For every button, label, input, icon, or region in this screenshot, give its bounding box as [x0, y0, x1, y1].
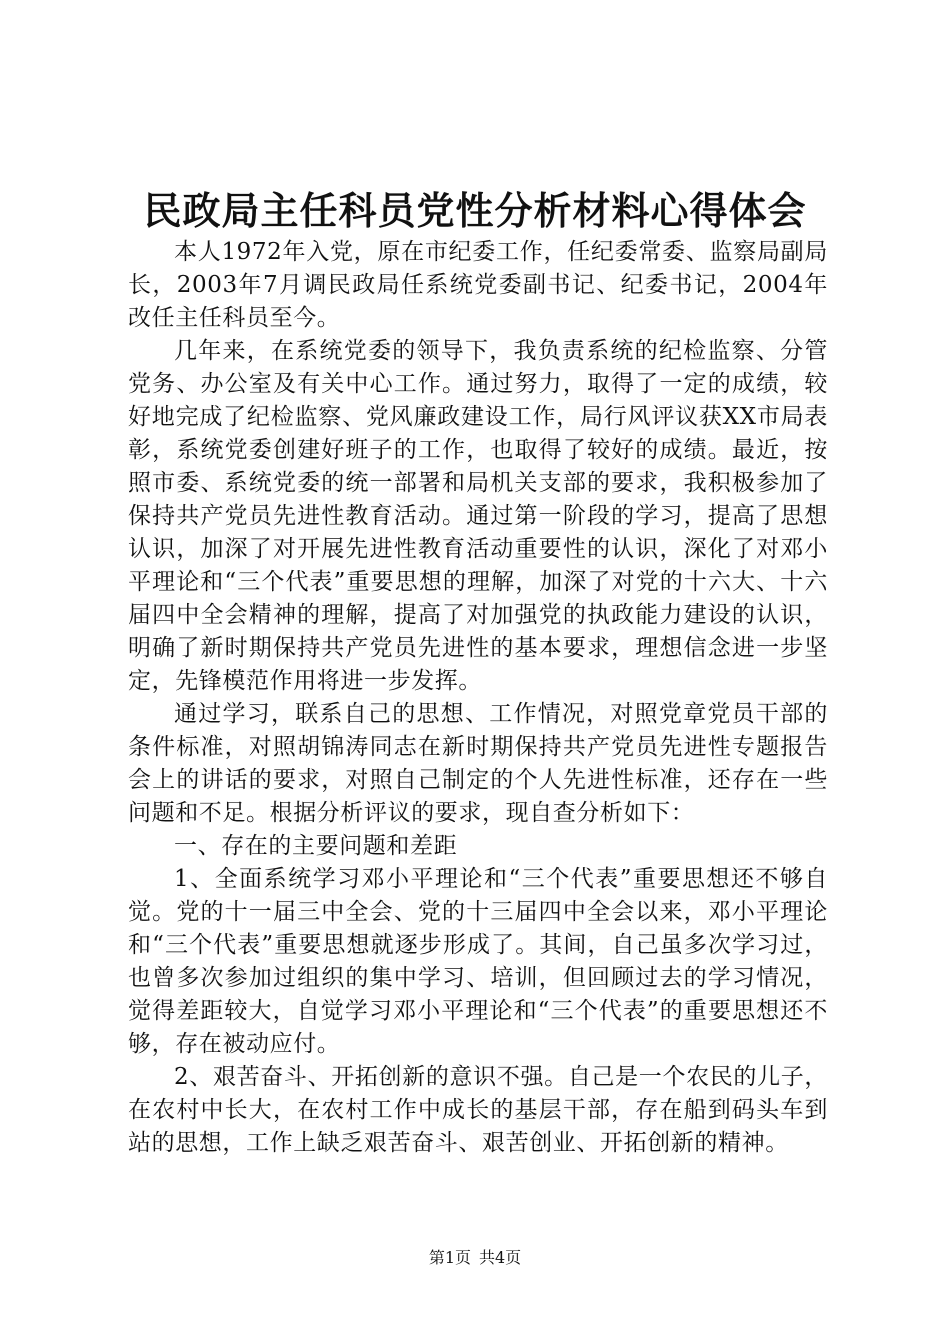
paragraph-issue-2: 2、艰苦奋斗、开拓创新的意识不强。自己是一个农民的儿子，在农村中长大，在农村工作中成长的基层干部，存在船到码头车到站的思想，工作上缺乏艰苦奋斗、艰苦创业、开拓创新的精神。 [128, 1064, 828, 1156]
section-heading: 一、存在的主要问题和差距 [174, 833, 458, 859]
page-total: 共4页 [479, 1248, 522, 1267]
page-number: 第1页 [428, 1248, 471, 1267]
paragraph-self-review: 通过学习，联系自己的思想、工作情况，对照党章党员干部的条件标准，对照胡锦涛同志在新时期保持共产党员先进性专题报告会上的讲话的要求，对照自己制定的个人先进性标准，还存在一些问题和不足。根据分析评议的要求，现自查分析如下： [128, 701, 828, 826]
paragraph-intro: 本人1972年入党，原在市纪委工作，任纪委常委、监察局副局长，2003年7月调民政局任系统党委副书记、纪委书记，2004年改任主任科员至今。 [128, 239, 828, 331]
document-title: 民政局主任科员党性分析材料心得体会 [143, 188, 807, 233]
paragraph-work-summary: 几年来，在系统党委的领导下，我负责系统的纪检监察、分管党务、办公室及有关中心工作。通过努力，取得了一定的成绩，较好地完成了纪检监察、党风廉政建设工作，局行风评议获XX市局表彰，系统党委创建好班子的工作，也取得了较好的成绩。最近，按照市委、系统党委的统一部署和局机关支部的要求，我积极参加了保持共产党员先进性教育活动。通过第一阶段的学习，提高了思想认识，加深了对开展先进性教育活动重要性的认识，深化了对邓小平理论和“三个代表”重要思想的理解，加深了对党的十六大、十六届四中全会精神的理解，提高了对加强党的执政能力建设的认识，明确了新时期保持共产党员先进性的基本要求，理想信念进一步坚定，先锋模范作用将进一步发挥。 [128, 338, 828, 694]
document-body [128, 236, 828, 1160]
paragraph-issue-1: 1、全面系统学习邓小平理论和“三个代表”重要思想还不够自觉。党的十一届三中全会、党的十三届四中全会以来，邓小平理论和“三个代表”重要思想就逐步形成了。其间，自己虽多次学习过，也曾多次参加过组织的集中学习、培训，但回顾过去的学习情况，觉得差距较大，自觉学习邓小平理论和“三个代表”的重要思想还不够，存在被动应付。 [128, 866, 828, 1057]
page-footer [0, 1248, 950, 1268]
